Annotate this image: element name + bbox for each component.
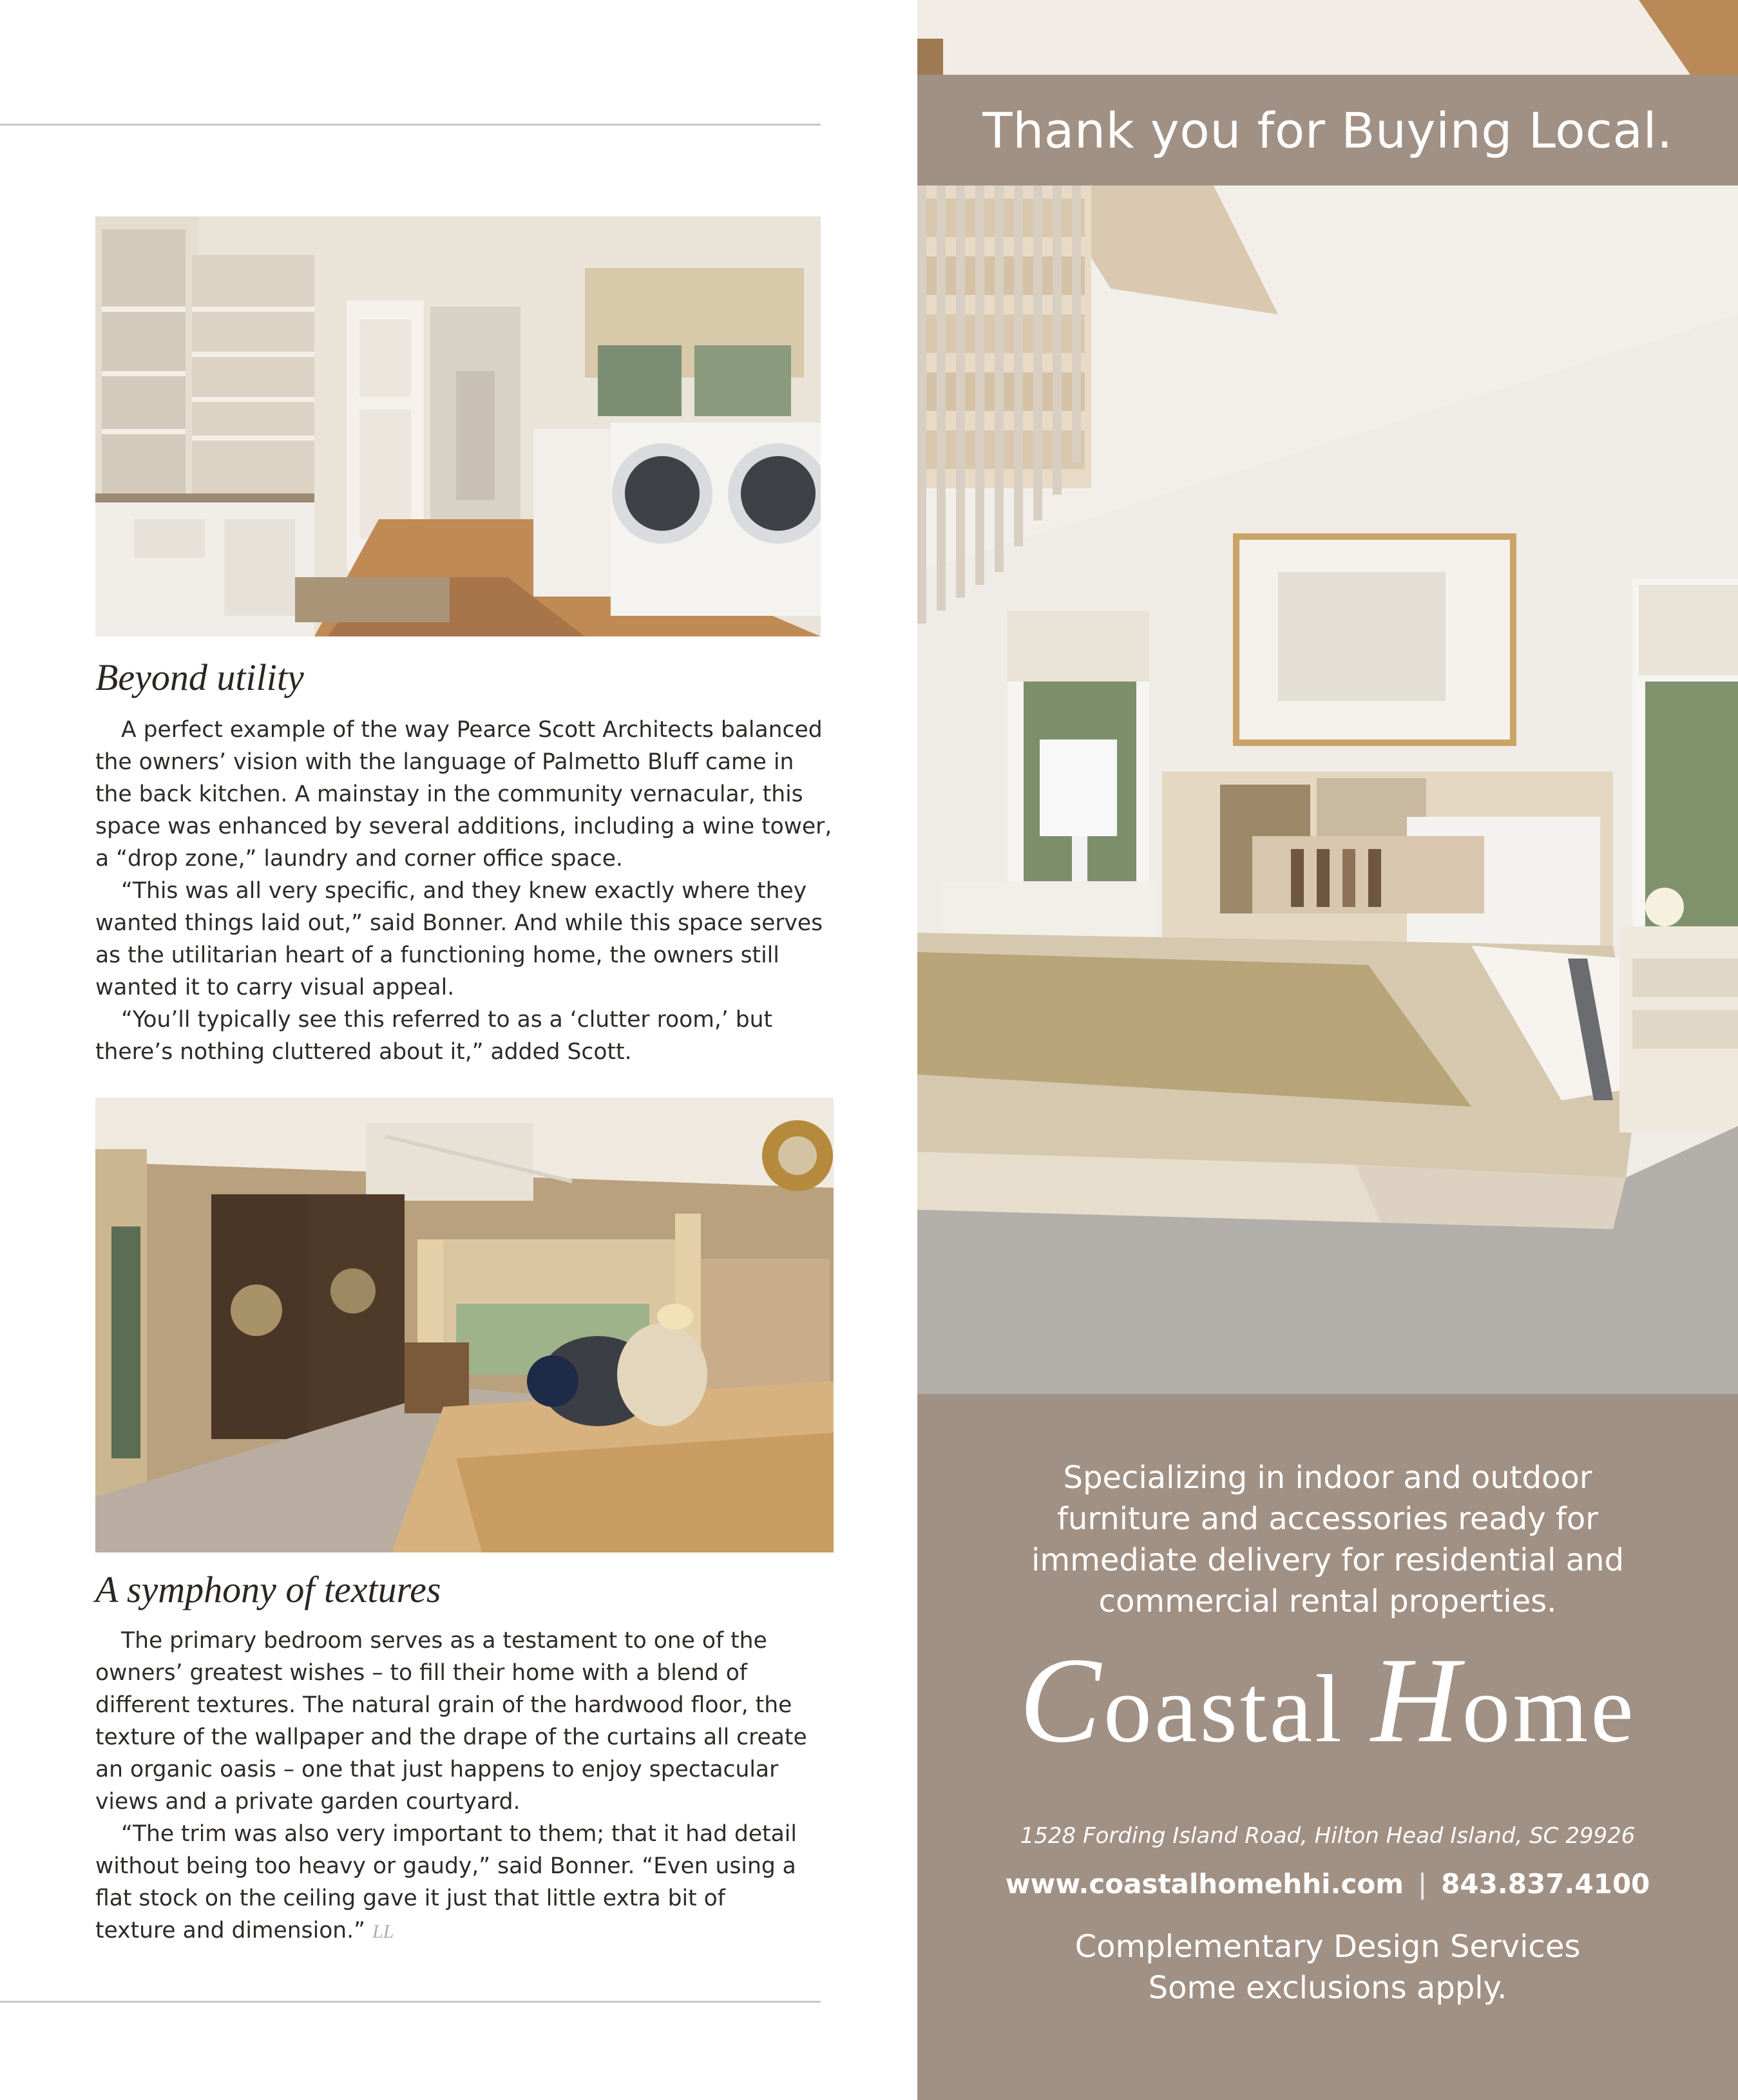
- tagline-line: immediate delivery for residential and: [1031, 1542, 1624, 1578]
- top-rule: [0, 124, 821, 126]
- services-line: Complementary Design Services: [1074, 1929, 1581, 1965]
- ad-tagline: [917, 1457, 1738, 1622]
- coastal-home-advertisement: [917, 0, 1738, 2100]
- phone-number[interactable]: 843.837.4100: [1441, 1868, 1650, 1900]
- tagline-line: commercial rental properties.: [1098, 1583, 1557, 1619]
- logo-letter: H: [1371, 1633, 1462, 1768]
- logo-letter: C: [1019, 1633, 1103, 1768]
- website-link[interactable]: www.coastalhomehhi.com: [1005, 1868, 1404, 1900]
- paragraph: “This was all very specific, and they knew exactly where they wanted things laid out,” said Bonner. And while this space serves as the utilitarian heart of a functioning home, the owners still wanted it to carry visual appeal.: [95, 878, 823, 1000]
- paragraph: “You’ll typically see this referred to as a ‘clutter room,’ but there’s nothing cluttered about it,” added Scott.: [95, 1007, 773, 1065]
- coastal-home-logo: [917, 1633, 1738, 1768]
- author-signature: LL: [372, 1921, 394, 1942]
- bottom-rule: [0, 2001, 821, 2003]
- store-address: 1528 Fording Island Road, Hilton Head Island, SC 29926: [1020, 1823, 1636, 1849]
- section-body-beyond-utility: [95, 714, 836, 1068]
- paragraph: The primary bedroom serves as a testament to one of the owners’ greatest wishes – to fill their home with a blend of different textures. The natural grain of the hardwood floor, the texture of the wallpaper and the drape of the curtains all create an organic oasis – one that just happens to enjoy spectacular views and a private garden courtyard.: [95, 1628, 807, 1815]
- ad-top-ceiling-photo: [917, 0, 1738, 75]
- logo-word: oastal: [1103, 1656, 1344, 1762]
- contact-line: [917, 1868, 1738, 1900]
- services-line: Some exclusions apply.: [1148, 1970, 1507, 2006]
- design-services-note: [917, 1926, 1738, 2009]
- tagline-line: Specializing in indoor and outdoor: [1063, 1460, 1592, 1496]
- logo-word: ome: [1462, 1656, 1636, 1762]
- section-heading-symphony-of-textures: A symphony of textures: [95, 1569, 441, 1610]
- section-body-symphony-of-textures: [95, 1625, 810, 1948]
- laundry-room-photo: [95, 216, 821, 636]
- tagline-line: furniture and accessories ready for: [1057, 1501, 1598, 1537]
- paragraph: “The trim was also very important to them; that it had detail without being too heavy or gaudy,” said Bonner. “Even using a flat stock on the ceiling gave it just that little extra bit of texture and dimension.” LL: [95, 1821, 797, 1943]
- ad-bedroom-photo: [917, 186, 1738, 1394]
- section-heading-beyond-utility: Beyond utility: [95, 656, 304, 698]
- primary-bedroom-photo: [95, 1098, 834, 1552]
- ad-banner-title: Thank you for Buying Local.: [982, 101, 1673, 159]
- contact-separator: |: [1417, 1868, 1428, 1900]
- paragraph: A perfect example of the way Pearce Scott Architects balanced the owners’ vision with the language of Palmetto Bluff came in the back kitchen. A mainstay in the community vernacular, this space was enhanced by several additions, including a wine tower, a “drop zone,” laundry and corner office space.: [95, 717, 832, 872]
